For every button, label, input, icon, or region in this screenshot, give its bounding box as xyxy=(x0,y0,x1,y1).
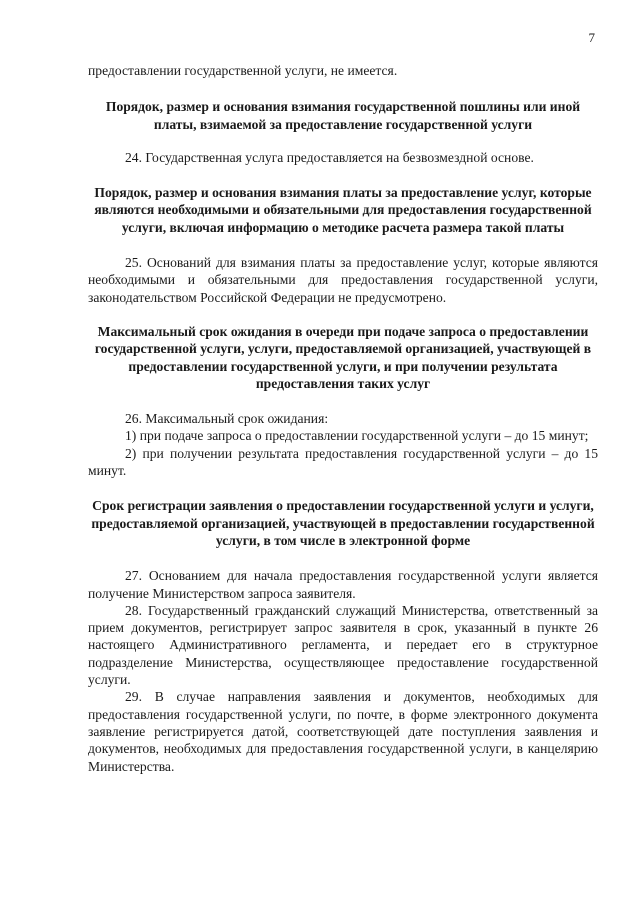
section-heading-waiting: Максимальный срок ожидания в очереди при подаче запроса о предоставлении государственной услуги, услуги, предоставляемой организацией, участвующей в предоставлении государственной услуги, и при получении результата предоставления таких услуг xyxy=(94,323,592,391)
page-number: 7 xyxy=(588,30,595,45)
paragraph-26: 26. Максимальный срок ожидания: xyxy=(125,411,329,427)
paragraph-26-item-1: 1) при подаче запроса о предоставлении государственной услуги – до 15 минут; xyxy=(125,428,589,444)
section-heading-payment: Порядок, размер и основания взимания платы за предоставление услуг, которые являются необходимыми и обязательными для предоставления государственной услуги, включая информацию о методике расчета размера такой платы xyxy=(94,185,592,235)
paragraph-27: 27. Основанием для начала предоставления государственной услуги является получение Министерством запроса заявителя. xyxy=(88,568,598,601)
paragraph-28: 28. Государственный гражданский служащий Министерства, ответственный за прием документов, регистрирует запрос заявителя в срок, указанный в пункте 26 настоящего Административного регламента, и передает его в структурное подразделение Министерства, осуществляющее предоставление государственной услуги. xyxy=(88,602,598,688)
document-body xyxy=(88,62,598,775)
paragraph-24: 24. Государственная услуга предоставляется на безвозмездной основе. xyxy=(125,149,534,165)
paragraph-29: 29. В случае направления заявления и документов, необходимых для предоставления государственной услуги, по почте, в форме электронного документа заявление регистрируется датой, соответствующей дате поступления заявления и документов, необходимых для предоставления государственной услуги, в канцелярию Министерства. xyxy=(88,689,598,774)
intro-line: предоставлении государственной услуги, не имеется. xyxy=(88,63,398,78)
paragraph-26-item-2: 2) при получении результата предоставления государственной услуги – до 15 минут. xyxy=(88,445,598,479)
paragraph-25: 25. Оснований для взимания платы за предоставление услуг, которые являются необходимыми и обязательными для предоставления государственной услуги, законодательством Российской Федерации не предусмотрено. xyxy=(88,255,598,305)
section-heading-fee: Порядок, размер и основания взимания государственной пошлины или иной платы, взимаемой за предоставление государственной услуги xyxy=(105,99,581,132)
section-heading-registration: Срок регистрации заявления о предоставлении государственной услуги и услуги, предоставляемой организацией, участвующей в предоставлении государственной услуги, в том числе в электронной форме xyxy=(91,498,595,548)
